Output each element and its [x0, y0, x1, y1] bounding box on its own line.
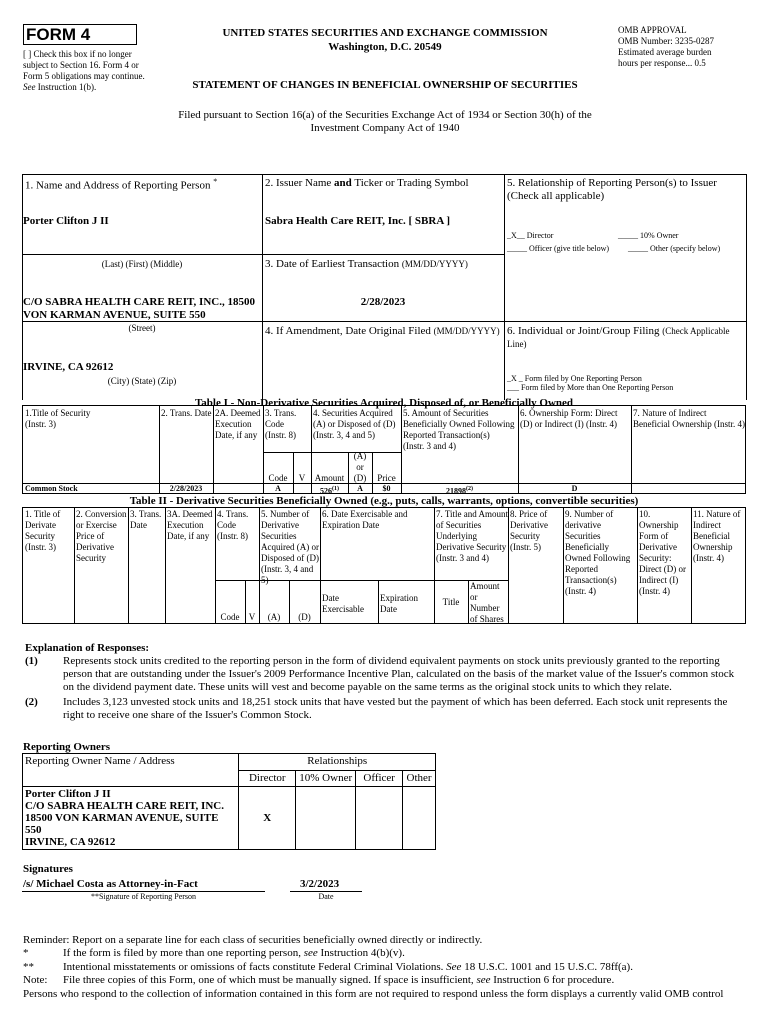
filing-more-person[interactable]: ___ Form filed by More than One Reporting Person: [507, 383, 674, 392]
owners-row-line-4: IRVINE, CA 92612: [25, 836, 116, 848]
t1-row-security: Common Stock: [25, 484, 78, 493]
t2-s-amount: Amount or Number of Shares: [470, 581, 504, 624]
grid-vline-4: [746, 174, 747, 400]
check-box-label: [ ] Check this box if no longer subject to Section 16. Form 4 or Form 5 obligations may continue.: [23, 49, 145, 81]
signatures-title: Signatures: [23, 863, 73, 875]
reminder-5: Persons who respond to the collection of information contained in this form are not required to respond unless the form displays a currently valid OMB control: [23, 988, 724, 1000]
reminder-2-text: If the form is filed by more than one reporting person,: [63, 947, 301, 959]
t2-c5: 5. Number of Derivative Securities Acquired (A) or Disposed of (D) (Instr. 3, 4 and 5): [261, 509, 319, 585]
t1-h3-sub: (Instr. 8): [265, 430, 296, 440]
t1-row-amount-value: 526: [320, 486, 332, 496]
t2-sub-top-a: [215, 580, 508, 581]
t1-h1-sub: (Instr. 3): [25, 419, 56, 429]
box6-applicable: (Check Applicable: [662, 326, 730, 336]
t1-v5: [401, 405, 402, 494]
t1-h3: [265, 408, 311, 441]
box6-label: [507, 325, 745, 351]
box2-label-and: and: [334, 177, 352, 189]
t1-h5: [403, 408, 518, 452]
footnote-2-tag: (2): [25, 696, 38, 708]
owners-col-rel: Relationships: [239, 754, 436, 771]
reminder-4-end: Instruction 6 for procedure.: [493, 974, 615, 986]
reminder-2-see: see: [303, 947, 318, 959]
reminder-4-text: File three copies of this Form, one of which must be manually signed. If space is insufficient,: [63, 974, 474, 986]
filed-pursuant-line-2: Investment Company Act of 1940: [310, 122, 460, 134]
check-box-see: See: [23, 82, 36, 92]
reporting-person-street: C/O SABRA HEALTH CARE REIT, INC., 18500 VON KARMAN AVENUE, SUITE 550: [23, 296, 255, 321]
box4-format: (MM/DD/YYYY): [433, 326, 500, 336]
t1-sub-top: [263, 452, 401, 453]
reminder-3-see: See: [446, 961, 462, 973]
check-box-text[interactable]: [23, 49, 153, 93]
t2-s-exp: Expiration Date: [380, 593, 418, 614]
relationship-officer[interactable]: _____ Officer (give title below): [507, 244, 610, 253]
t2-sub-v4: [468, 580, 469, 624]
t1-h4-sub: (Instr. 3, 4 and 5): [313, 430, 375, 440]
t2-s-code: Code: [220, 612, 240, 622]
box6-label-text: 6. Individual or Joint/Group Filing: [507, 325, 660, 337]
t1-row-form: D: [571, 484, 578, 493]
t2-v2: [128, 507, 129, 624]
box5-label-text: 5. Relationship of Reporting Person(s) to Issuer: [507, 177, 717, 189]
t2-v4: [215, 507, 216, 624]
reminder-3-tag: **: [23, 961, 34, 973]
box1-label-text: 1. Name and Address of Reporting Person: [25, 179, 211, 192]
t2-v11: [691, 507, 692, 624]
box1-name-line: [22, 254, 262, 255]
owners-col-other: Other: [403, 770, 436, 787]
t1-h6: 6. Ownership Form: Direct (D) or Indirect (I) (Instr. 4): [520, 408, 618, 429]
agency-name: UNITED STATES SECURITIES AND EXCHANGE COMMISSION: [222, 27, 548, 39]
t2-c8: 8. Price of Derivative Security (Instr. 5): [510, 509, 548, 552]
t1-row-price: $0: [382, 484, 391, 493]
t2-c3a: 3A. Deemed Execution Date, if any: [167, 509, 213, 541]
check-box-instr: Instruction 1(b).: [37, 82, 97, 92]
relationship-other[interactable]: _____ Other (specify below): [628, 244, 721, 253]
t1-row-aord: A: [357, 484, 363, 493]
owners-row-10pct: [296, 787, 356, 850]
t1-sub-price: Price: [377, 473, 396, 483]
box2-label: [265, 177, 469, 190]
owners-row-other: [403, 787, 436, 850]
t2-s-a: (A): [267, 612, 281, 622]
t2-v3: [165, 507, 166, 624]
name-sub-label: (Last) (First) (Middle): [101, 259, 183, 269]
explanation-title: Explanation of Responses:: [25, 642, 150, 654]
box3-label: [265, 258, 468, 271]
owners-col-director: Director: [239, 770, 296, 787]
relationship-director[interactable]: _X__ Director: [507, 231, 554, 240]
t1-sub-aord: (A) or (D): [353, 451, 367, 483]
owners-col-officer: Officer: [356, 770, 403, 787]
reminder-2-tag: *: [23, 947, 29, 959]
t1-row-amount-fn: (1): [332, 486, 339, 492]
filing-one-person[interactable]: _X _ Form filed by One Reporting Person: [507, 374, 642, 383]
omb-line-4: hours per response... 0.5: [618, 58, 706, 68]
box6-line: Line): [507, 339, 527, 349]
agency-city: Washington, D.C. 20549: [328, 41, 442, 53]
box4-top-line: [262, 321, 746, 322]
t1-h5-sub: (Instr. 3 and 4): [403, 441, 456, 451]
t1-h2a: 2A. Deemed Execution Date, if any: [215, 408, 261, 440]
reminder-3-end: 18 U.S.C. 1001 and 15 U.S.C. 78ff(a).: [464, 961, 633, 973]
t1-h4: [313, 408, 401, 441]
t1-h7: 7. Nature of Indirect Beneficial Ownership (Instr. 4): [633, 408, 745, 429]
t1-v6: [518, 405, 519, 494]
box5-label: [507, 177, 745, 203]
t1-h3-text: 3. Trans. Code: [265, 408, 297, 429]
t2-c10: 10. Ownership Form of Derivative Security: Direct (D) or Indirect (I) (Instr. 4): [639, 509, 686, 596]
box1-label-mark: *: [213, 177, 218, 186]
t2-s-v: V: [248, 612, 256, 622]
t2-c6: 6. Date Exercisable and Expiration Date: [322, 509, 408, 530]
omb-line-1: OMB APPROVAL: [618, 25, 687, 35]
omb-line-2: OMB Number: 3235-0287: [618, 36, 714, 46]
t2-s-dexer: Date Exercisable: [322, 593, 364, 614]
t2-v8: [508, 507, 509, 624]
owners-table: [22, 753, 436, 850]
t1-sub-amount: Amount: [314, 473, 345, 483]
t1-v7: [631, 405, 632, 494]
reminder-1: Reminder: Report on a separate line for each class of securities beneficially owned directly or indirectly.: [23, 934, 483, 946]
box2-label-a: 2. Issuer Name: [265, 177, 332, 189]
owners-row-director: X: [239, 787, 296, 850]
city-sub-label: (City) (State) (Zip): [107, 376, 177, 386]
t1-row-owned-value: 21898: [446, 486, 466, 496]
t1-v1: [159, 405, 160, 494]
owners-row-officer: [356, 787, 403, 850]
reporting-person-city: IRVINE, CA 92612: [23, 361, 114, 373]
t2-c2: 2. Conversion or Exercise Price of Derivative Security: [76, 509, 127, 563]
grid-vline-2: [262, 174, 263, 400]
t1-sub-code: Code: [268, 473, 288, 483]
omb-line-3: Estimated average burden: [618, 47, 712, 57]
filed-pursuant: [90, 109, 680, 135]
t1-sub-v: V: [298, 473, 306, 483]
footnote-1-tag: (1): [25, 655, 38, 667]
footnote-2: Includes 3,123 unvested stock units and 18,251 stock units that have vested but the payment of which has been deferred. Each stock unit represents the right to receive one share of the Issuer's Common Stock.: [63, 696, 728, 721]
reminder-3-text: Intentional misstatements or omissions of facts constitute Federal Criminal Violations.: [63, 961, 444, 973]
t2-s-title: Title: [442, 597, 460, 607]
t1-h1: [25, 408, 155, 430]
form-title: FORM 4: [26, 25, 91, 44]
box4-label: [265, 325, 500, 338]
signature-label: **Signature of Reporting Person: [90, 892, 197, 901]
grid-vline-3: [504, 174, 505, 400]
owners-col-10pct: 10% Owner: [296, 770, 356, 787]
reminder-4: [63, 974, 743, 987]
t1-row-date: 2/28/2023: [169, 484, 203, 493]
reminder-2-end: Instruction 4(b)(v).: [320, 947, 405, 959]
t2-c11: 11. Nature of Indirect Beneficial Ownership (Instr. 4): [693, 509, 741, 563]
t2-sub-v3: [378, 580, 379, 624]
t1-h5-text: 5. Amount of Securities Beneficially Owned Following Reported Transaction(s): [403, 408, 515, 440]
box1-label: [25, 177, 217, 193]
box3-top-line: [262, 254, 504, 255]
t2-s-d: (D): [298, 612, 311, 622]
owners-row-line-1: Porter Clifton J II: [25, 788, 111, 800]
reminder-4-see: see: [476, 974, 491, 986]
footnote-1: Represents stock units credited to the reporting person in the form of dividend equivalent payments on stock units previously granted to the reporting person that are outstanding under the Issuer's 2009 Performance Incentive Plan, calculated on the basis of the market value of the Issuer's common stock on the dividend payment date. These units will vest and become payable on the same terms as the original stock units to which they relate.: [63, 655, 735, 693]
filed-pursuant-line-1: Filed pursuant to Section 16(a) of the Securities Exchange Act of 1934 or Section 30(h) of the: [178, 109, 592, 121]
box3-format: (MM/DD/YYYY): [401, 259, 468, 269]
grid-top-line: [22, 174, 746, 175]
relationship-10pct-owner[interactable]: _____ 10% Owner: [618, 231, 679, 240]
t2-v6: [320, 507, 321, 624]
owners-row-line-3: 18500 VON KARMAN AVENUE, SUITE 550: [25, 812, 219, 836]
t2-v5: [259, 507, 260, 624]
reporting-person-name: Porter Clifton J II: [23, 215, 109, 227]
statement-title: STATEMENT OF CHANGES IN BENEFICIAL OWNERSHIP OF SECURITIES: [192, 79, 578, 91]
t2-c3: 3. Trans. Date: [130, 509, 162, 530]
street-sub-label: (Street): [128, 323, 156, 333]
t1-h2: 2. Trans. Date: [161, 408, 212, 418]
t1-h1-text: 1.Title of Security: [25, 408, 91, 418]
earliest-transaction-date: 2/28/2023: [360, 296, 406, 308]
signature-value: /s/ Michael Costa as Attorney-in-Fact: [23, 878, 198, 890]
t1-h4-text: 4. Securities Acquired (A) or Disposed of (D): [313, 408, 396, 429]
box2-label-b: Ticker or Trading Symbol: [354, 177, 469, 189]
reminder-2: [63, 947, 743, 960]
signature-date-label: Date: [318, 892, 334, 901]
owners-col-name: Reporting Owner Name / Address: [23, 754, 239, 787]
reminder-3: [63, 961, 743, 974]
t1-row-code: A: [275, 484, 281, 493]
issuer-name: Sabra Health Care REIT, Inc. [ SBRA ]: [265, 215, 451, 227]
owners-row-line-2: C/O SABRA HEALTH CARE REIT, INC.: [25, 800, 224, 812]
table1-title: Table I - Non-Derivative Securities Acquired, Disposed of, or Beneficially Owned: [194, 397, 574, 409]
owners-title: Reporting Owners: [23, 741, 111, 753]
t1-row-owned-fn: (2): [466, 486, 473, 492]
box5-label-sub: (Check all applicable): [507, 190, 605, 202]
owners-row-name: [23, 787, 239, 850]
t2-c1: 1. Title of Derivate Security (Instr. 3): [25, 509, 61, 552]
t1-v2: [213, 405, 214, 494]
box3-label-text: 3. Date of Earliest Transaction: [265, 258, 400, 270]
t2-v10: [637, 507, 638, 624]
t2-c4: 4. Trans. Code (Instr. 8): [217, 509, 249, 541]
reminder-4-tag: Note:: [23, 974, 48, 986]
t2-v9: [563, 507, 564, 624]
signature-date: 3/2/2023: [300, 878, 340, 890]
table2-title: Table II - Derivative Securities Beneficially Owned (e.g., puts, calls, warrants, options, convertible securities): [129, 495, 639, 507]
t2-c9: 9. Number of derivative Securities Beneficially Owned Following Reported Transaction(s) (Instr. 4): [565, 509, 631, 596]
omb-approval: [618, 25, 758, 69]
box4-label-text: 4. If Amendment, Date Original Filed: [265, 325, 431, 337]
t2-c7: 7. Title and Amount of Securities Underlying Derivative Security (Instr. 3 and 4): [436, 509, 509, 563]
t2-v1: [74, 507, 75, 624]
